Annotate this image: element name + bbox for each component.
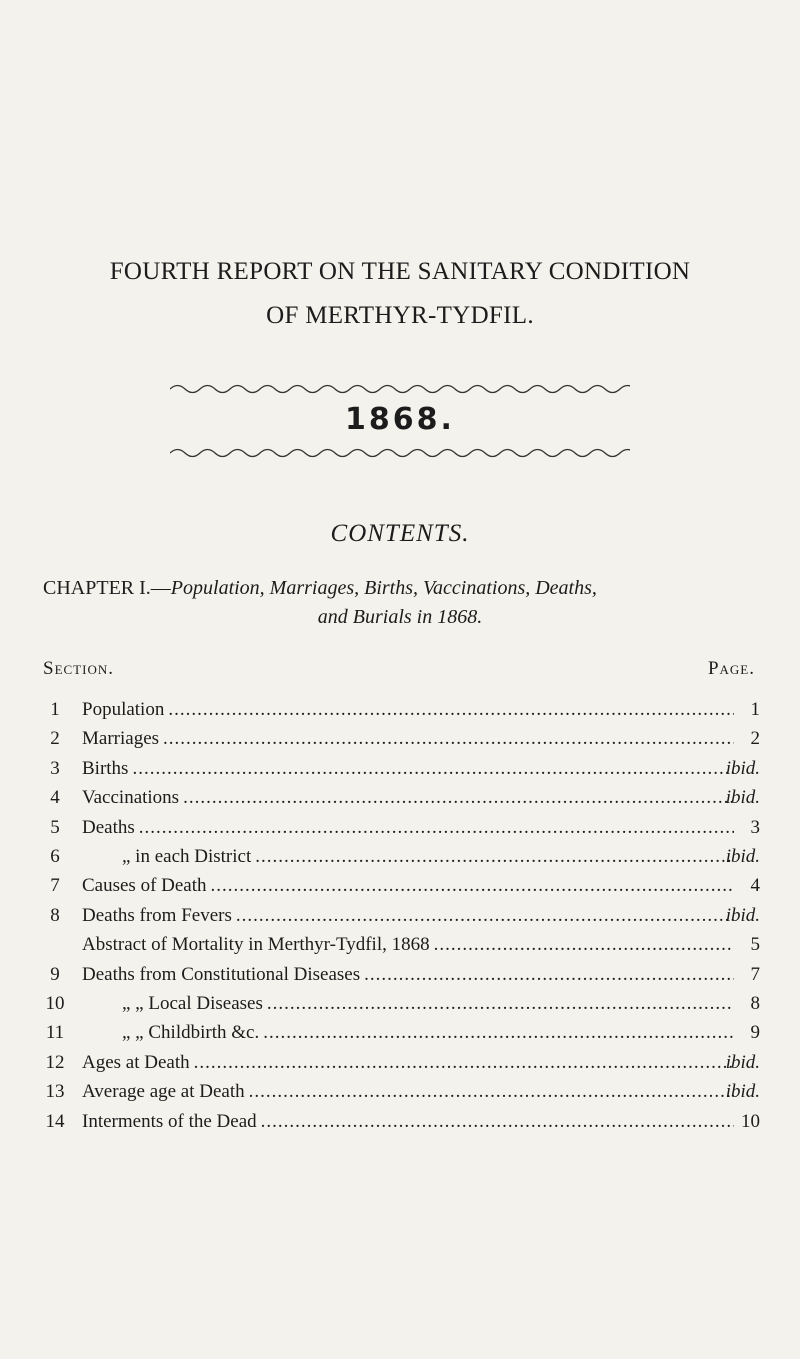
entry-label: Interments of the Dead [82,1110,257,1132]
section-number: 3 [50,757,60,779]
entry-label: Average age at Death [82,1081,245,1103]
page-column-heading: Page. [707,658,755,679]
page-number: ibid. [725,757,760,779]
entry-line [82,930,738,960]
contents-entry [0,724,800,754]
contents-entry [0,1018,800,1048]
dot-leader [183,783,734,813]
entry-label: Vaccinations [82,787,180,809]
entry-label: Abstract of Mortality in Merthyr-Tydfil, 1868 [82,934,430,956]
entry-label: Marriages [82,728,160,750]
section-number: 2 [50,728,60,750]
section-number: 11 [45,1022,65,1044]
entry-line [82,813,738,843]
contents-entry [0,989,800,1019]
wavy-rule-top [170,382,630,396]
contents-entry [0,1077,800,1107]
entry-line [82,754,738,784]
contents-heading: CONTENTS. [330,520,470,547]
page-number: 1 [750,699,760,720]
dot-leader [168,695,734,725]
dot-leader [434,930,734,960]
entry-label: „ „ Local Diseases [122,993,263,1014]
dot-leader [132,754,734,784]
contents-entry [0,842,800,872]
contents-entry [0,1107,800,1137]
contents-entry [0,1048,800,1078]
page-number: 10 [741,1110,760,1132]
entry-line [82,1077,738,1107]
report-title-line-1: FOURTH REPORT ON THE SANITARY CONDITION [109,258,691,285]
dot-leader [194,1048,734,1078]
entry-label: Deaths [82,816,135,838]
dot-leader [261,1107,734,1137]
dot-leader [267,989,734,1019]
entry-label: „ in each District [122,846,252,867]
entry-line [82,989,738,1019]
page-number: 2 [750,728,760,750]
dot-leader [139,813,734,843]
section-number: 10 [45,993,65,1014]
page-number: ibid. [725,1081,760,1103]
section-number: 6 [50,846,60,867]
entry-line [82,1107,738,1137]
page-number: 5 [750,934,760,956]
entry-label: „ „ Childbirth &c. [122,1022,260,1044]
entry-line [82,695,738,725]
entry-label: Births [82,757,129,779]
dot-leader [211,871,734,901]
entry-label: Deaths from Fevers [82,904,232,926]
entry-label: Causes of Death [82,875,207,897]
section-number: 4 [50,787,60,809]
page-number: 7 [750,963,760,985]
wavy-rule-bottom [170,446,630,460]
page-number: ibid. [725,1051,760,1073]
section-number: 13 [45,1081,65,1103]
contents-entry [0,871,800,901]
chapter-title-line-2: and Burials in 1868. [317,606,483,628]
entry-line [82,842,738,872]
page-number: 3 [750,816,760,838]
entry-label: Ages at Death [82,1051,190,1073]
section-number: 9 [50,963,60,985]
page-number: ibid. [725,904,760,926]
contents-entry [0,695,800,725]
contents-entry [0,783,800,813]
contents-entry [0,754,800,784]
entry-line [82,783,738,813]
report-year: 1868. [345,402,455,437]
section-number: 1 [50,699,60,720]
section-column-heading: Section. [43,658,114,679]
section-number: 8 [50,904,60,926]
entry-label: Population [82,699,165,720]
entry-line [82,1048,738,1078]
dot-leader [163,724,734,754]
entry-line [82,1018,738,1048]
entry-label: Deaths from Constitutional Diseases [82,963,361,985]
contents-entry [0,813,800,843]
dot-leader [236,901,734,931]
section-number: 14 [45,1110,65,1132]
section-number: 5 [50,816,60,838]
contents-entry [0,930,800,960]
dot-leader [249,1077,734,1107]
chapter-prefix: CHAPTER I.— [43,577,171,599]
contents-entry [0,960,800,990]
page-number: ibid. [725,846,760,867]
chapter-heading [43,577,763,600]
page-number: 9 [750,1022,760,1044]
report-title-line-2: OF MERTHYR-TYDFIL. [266,302,534,329]
entry-line [82,724,738,754]
contents-entry [0,901,800,931]
entry-line [82,901,738,931]
chapter-title-line-1: Population, Marriages, Births, Vaccinations, Deaths, [170,577,597,599]
page-number: 4 [750,875,760,897]
dot-leader [364,960,734,990]
dot-leader [263,1018,734,1048]
section-number: 7 [50,875,60,897]
dot-leader [255,842,734,872]
entry-line [82,960,738,990]
section-number: 12 [45,1051,65,1073]
entry-line [82,871,738,901]
page-number: ibid. [725,787,760,809]
page-number: 8 [750,993,760,1014]
